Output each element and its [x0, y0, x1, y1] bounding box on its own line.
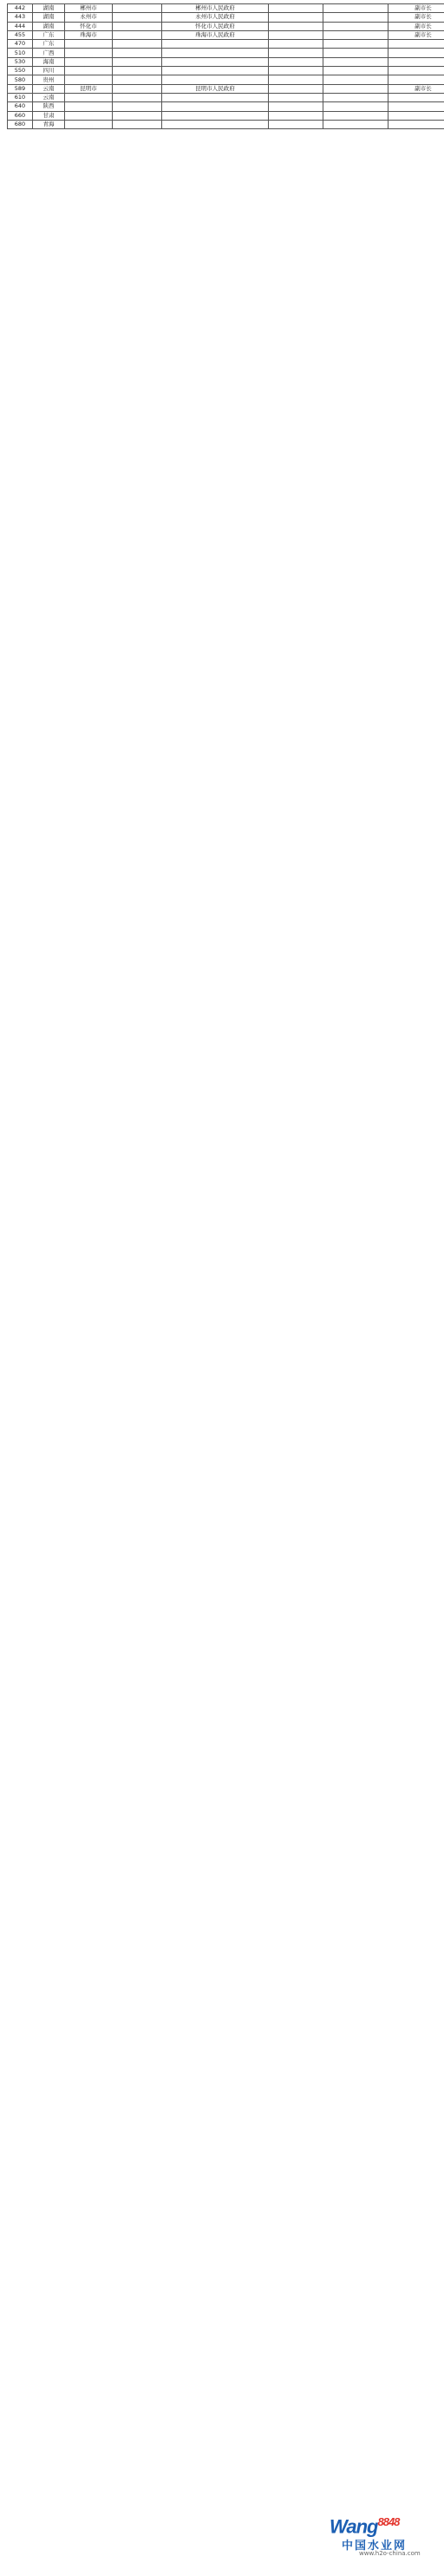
table-cell [113, 49, 162, 57]
table-cell: 副市长 [388, 30, 444, 39]
table-cell [388, 111, 444, 120]
table-cell: 怀化市人民政府 [162, 22, 269, 30]
table-cell [269, 111, 323, 120]
table-cell [388, 120, 444, 128]
table-cell [65, 40, 113, 49]
table-row [8, 93, 444, 101]
row-number-cell: 550 [8, 67, 33, 75]
table-cell: 副市长 [388, 4, 444, 13]
table-cell [323, 120, 388, 128]
watermark-site-name: 中国水业网 [342, 2540, 408, 2553]
row-number-cell: 510 [8, 49, 33, 57]
table-cell [269, 84, 323, 93]
table-cell [269, 120, 323, 128]
table-cell: 甘肃 [33, 111, 65, 120]
table-cell [113, 4, 162, 13]
table-cell: 四川 [33, 67, 65, 75]
table-cell [162, 102, 269, 111]
watermark-logo-text: Wang [330, 2515, 378, 2538]
row-number-cell: 680 [8, 120, 33, 128]
watermark-url: www.h2o-china.com [359, 2550, 421, 2557]
table-row [8, 49, 444, 57]
table-cell [113, 120, 162, 128]
table-cell: 珠海市 [65, 30, 113, 39]
table-row [8, 4, 444, 13]
table-cell [388, 40, 444, 49]
row-number-cell: 444 [8, 22, 33, 30]
table-cell: 副市长 [388, 84, 444, 93]
row-number-cell: 455 [8, 30, 33, 39]
table-cell: 永州市 [65, 13, 113, 22]
table-cell: 海南 [33, 57, 65, 66]
table-cell [269, 49, 323, 57]
table-cell [388, 67, 444, 75]
table-cell [65, 57, 113, 66]
watermark-logo [330, 2515, 399, 2538]
row-number-cell: 640 [8, 102, 33, 111]
table-cell: 昆明市 [65, 84, 113, 93]
table-cell [388, 57, 444, 66]
table-cell [323, 75, 388, 84]
table-cell [323, 4, 388, 13]
roster-table [7, 3, 444, 129]
table-cell [65, 67, 113, 75]
table-cell: 广西 [33, 49, 65, 57]
row-number-cell: 442 [8, 4, 33, 13]
table-cell [323, 49, 388, 57]
table-cell [388, 75, 444, 84]
table-cell: 广东 [33, 40, 65, 49]
table-row [8, 111, 444, 120]
table-cell: 云南 [33, 84, 65, 93]
table-cell [162, 93, 269, 101]
table-cell [323, 111, 388, 120]
table-cell [388, 93, 444, 101]
table-cell [269, 4, 323, 13]
table-cell [162, 57, 269, 66]
roster-table-body [8, 4, 444, 129]
table-cell [269, 93, 323, 101]
table-cell [65, 75, 113, 84]
site-watermark [324, 2514, 437, 2559]
row-number-cell: 470 [8, 40, 33, 49]
roster-table-sheet [7, 3, 437, 129]
table-cell [162, 75, 269, 84]
table-cell [113, 30, 162, 39]
table-row [8, 102, 444, 111]
table-cell [162, 111, 269, 120]
table-cell [162, 40, 269, 49]
table-cell [323, 30, 388, 39]
table-cell: 怀化市 [65, 22, 113, 30]
table-cell [323, 22, 388, 30]
table-cell [269, 57, 323, 66]
table-cell [323, 13, 388, 22]
table-row [8, 67, 444, 75]
table-cell: 广东 [33, 30, 65, 39]
row-number-cell: 530 [8, 57, 33, 66]
table-row [8, 120, 444, 128]
table-cell: 湖南 [33, 4, 65, 13]
table-cell [65, 93, 113, 101]
table-cell [323, 102, 388, 111]
table-cell [323, 57, 388, 66]
table-cell [65, 102, 113, 111]
table-row [8, 57, 444, 66]
table-cell [162, 120, 269, 128]
table-cell [269, 102, 323, 111]
table-cell [113, 67, 162, 75]
row-number-cell: 443 [8, 13, 33, 22]
table-cell [388, 102, 444, 111]
table-cell [113, 40, 162, 49]
table-cell: 副市长 [388, 22, 444, 30]
table-cell: 贵州 [33, 75, 65, 84]
table-row [8, 84, 444, 93]
table-cell [323, 67, 388, 75]
table-cell [323, 93, 388, 101]
table-cell [269, 67, 323, 75]
table-cell: 永州市人民政府 [162, 13, 269, 22]
row-number-cell: 589 [8, 84, 33, 93]
table-cell [113, 93, 162, 101]
table-cell: 郴州市 [65, 4, 113, 13]
table-cell [269, 40, 323, 49]
table-cell [65, 111, 113, 120]
watermark-logo-number: 8848 [377, 2515, 400, 2528]
table-cell: 青海 [33, 120, 65, 128]
table-row [8, 22, 444, 30]
table-cell [162, 49, 269, 57]
table-cell [269, 13, 323, 22]
table-cell [269, 30, 323, 39]
table-cell [113, 22, 162, 30]
table-cell: 湖南 [33, 22, 65, 30]
table-cell: 昆明市人民政府 [162, 84, 269, 93]
table-row [8, 40, 444, 49]
table-cell: 湖南 [33, 13, 65, 22]
row-number-cell: 610 [8, 93, 33, 101]
row-number-cell: 660 [8, 111, 33, 120]
table-cell [323, 40, 388, 49]
table-row [8, 13, 444, 22]
table-cell [162, 67, 269, 75]
table-cell [113, 13, 162, 22]
table-cell [269, 22, 323, 30]
table-cell: 陕西 [33, 102, 65, 111]
table-cell: 郴州市人民政府 [162, 4, 269, 13]
table-cell [113, 102, 162, 111]
table-cell: 云南 [33, 93, 65, 101]
table-cell [113, 57, 162, 66]
table-cell [113, 75, 162, 84]
table-cell [65, 120, 113, 128]
table-cell: 副市长 [388, 13, 444, 22]
table-cell [323, 84, 388, 93]
row-number-cell: 580 [8, 75, 33, 84]
table-cell [113, 84, 162, 93]
table-cell [269, 75, 323, 84]
table-row [8, 75, 444, 84]
table-cell [388, 49, 444, 57]
table-row [8, 30, 444, 39]
table-cell: 珠海市人民政府 [162, 30, 269, 39]
table-cell [65, 49, 113, 57]
table-cell [113, 111, 162, 120]
